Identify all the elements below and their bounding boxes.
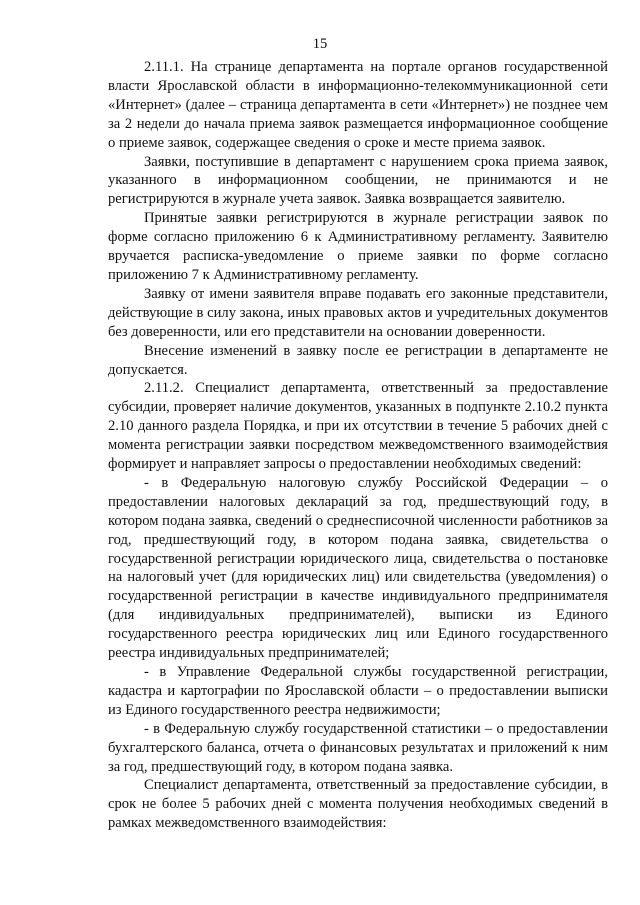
paragraph-representatives: Заявку от имени заявителя вправе подавать его законные представители, действующие в силу закона, иных правовых актов и учредительных документов без доверенности, или его представители на основании доверенности.	[108, 285, 608, 340]
paragraph-registration: Принятые заявки регистрируются в журнале регистрации заявок по форме согласно приложению 6 к Административному регламенту. Заявителю вручается расписка-уведомление о приеме заявки по форме согласно приложению 7 к Административному регламенту.	[108, 210, 608, 283]
list-item-rosreestr: - в Управление Федеральной службы государственной регистрации, кадастра и картографии по Ярославской области – о предоставлении выписки из Единого государственного реестра недвижимости;	[108, 664, 608, 718]
paragraph-late-applications: Заявки, поступившие в департамент с нарушением срока приема заявок, указанного в информационном сообщении, не принимаются и не регистрируются в журнале учета заявок. Заявка возвращается заявителю.	[108, 153, 608, 208]
paragraph-no-changes: Внесение изменений в заявку после ее регистрации в департаменте не допускается.	[108, 342, 608, 378]
list-item-statistics: - в Федеральную службу государственной статистики – о предоставлении бухгалтерского баланса, отчета о финансовых результатах и приложений к ним за год, предшествующий году, в котором подана заявка.	[108, 720, 608, 775]
paragraph-2-11-1: 2.11.1. На странице департамента на портале органов государственной власти Ярославской области в информационно-телекоммуникационной сети «Интернет» (далее – страница департамента в сети «Интернет») не позднее чем за 2 недели до начала приема заявок размещается информационное сообщение о приеме заявок, содержащее сведения о сроке и месте приема заявок.	[108, 59, 608, 151]
paragraph-2-11-2: 2.11.2. Специалист департамента, ответственный за предоставление субсидии, проверяет наличие документов, указанных в подпункте 2.10.2 пункта 2.10 данного раздела Порядка, и при их отсутствии в течение 5 рабочих дней с момента регистрации заявки посредством межведомственного взаимодействия формирует и направляет запросы о предоставлении необходимых сведений:	[108, 380, 608, 473]
paragraph-specialist: Специалист департамента, ответственный за предоставление субсидии, в срок не более 5 рабочих дней с момента получения необходимых сведений в рамках межведомственного взаимодействия:	[108, 777, 608, 832]
body-text	[108, 58, 608, 833]
list-item-tax-service: - в Федеральную налоговую службу Российской Федерации – о предоставлении налоговых деклараций за год, предшествующий году, в котором подана заявка, сведений о среднесписочной численности работников за год, предшествующий году, в котором подана заявка, свидетельства о государственной регистрации юридического лица, свидетельства о постановке на налоговый учет (для юридических лиц) или свидетельства (уведомления) о государственной регистрации в качестве индивидуального предпринимателя (для индивидуальных предпринимателей), выписки из Единого государственного реестра юридических лиц или Единого государственного реестра индивидуальных предпринимателей;	[108, 474, 608, 662]
page-number: 15	[312, 36, 328, 52]
